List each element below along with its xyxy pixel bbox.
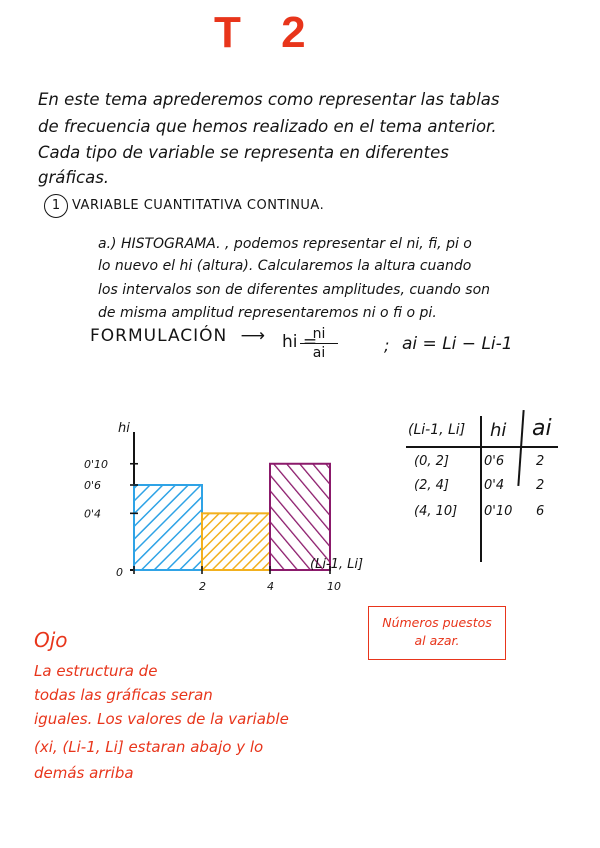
histogram-bar [134,485,202,570]
y-tick-label: 0'6 [84,479,102,492]
note-line-5: demás arriba [34,764,134,782]
table-divider-1 [480,416,482,562]
arrow-icon: ⟶ [240,326,266,346]
table-cell: 0'4 [484,478,505,493]
section-number: 1 [44,194,68,218]
table-header-line [406,446,558,448]
formula-lhs: hi = [282,332,318,352]
page-title: T 2 [214,8,320,57]
table-cell: 0'10 [484,504,513,519]
frequency-table [404,416,564,562]
intro-line-1: En este tema aprederemos como representar las tablas [38,90,500,109]
formula-denominator: ai [312,345,326,361]
histogram-bar [270,464,330,570]
fraction-bar [300,343,338,344]
x-tick-label: 0 [116,566,123,579]
random-numbers-note [368,606,506,660]
table-header-ai: ai [532,416,552,441]
table-cell: 0'6 [484,454,505,469]
note-line-2: todas las gráficas seran [34,686,213,704]
note-line-1: La estructura de [34,662,158,680]
table-header-hi: hi [490,420,507,441]
formula-fraction [296,326,342,361]
formula-label: FORMULACIÓN [90,326,228,346]
x-tick-label: 10 [327,580,341,593]
paragraph-line-2: lo nuevo el hi (altura). Calcularemos la altura cuando [98,258,472,274]
table-cell: (2, 4] [414,478,449,493]
table-cell: 2 [536,478,545,493]
paragraph-line-1: a.) HISTOGRAMA. , podemos representar el ni, fi, pi o [98,236,472,252]
formula-separator: ; [384,336,390,355]
x-axis-label: (Li-1, Li] [310,557,364,572]
stamp-line-1: Números puestos [382,615,492,630]
note-line-3: iguales. Los valores de la variable [34,710,289,728]
formula-numerator: ni [312,326,326,342]
table-cell: 2 [536,454,545,469]
table-divider-2 [517,410,524,486]
formula-amplitude: ai = Li − Li-1 [402,334,513,354]
intro-line-4: gráficas. [38,168,110,187]
paragraph-line-4: de misma amplitud representaremos ni o fi o pi. [98,305,437,321]
section-heading: VARIABLE CUANTITATIVA CONTINUA. [72,198,325,213]
table-cell: (0, 2] [414,454,449,469]
stamp-line-2: al azar. [414,633,460,648]
x-tick-label: 4 [267,580,274,593]
formula [90,326,318,352]
table-cell: (4, 10] [414,504,458,519]
paragraph-line-3: los intervalos son de diferentes amplitudes, cuando son [98,282,491,298]
table-cell: 6 [536,504,545,519]
note-title: Ojo [34,628,68,652]
intro-line-3: Cada tipo de variable se representa en diferentes [38,143,449,162]
y-axis-label: hi [118,421,130,436]
note-line-4: (xi, (Li-1, Li] estaran abajo y lo [34,738,264,756]
y-tick-label: 0'4 [84,507,102,521]
x-tick-label: 2 [199,580,206,593]
table-header-interval: (Li-1, Li] [408,422,466,438]
histogram-bar [202,513,270,570]
histogram-chart [84,410,384,610]
intro-line-2: de frecuencia que hemos realizado en el tema anterior. [38,117,497,136]
y-tick-label: 0'10 [84,457,109,471]
